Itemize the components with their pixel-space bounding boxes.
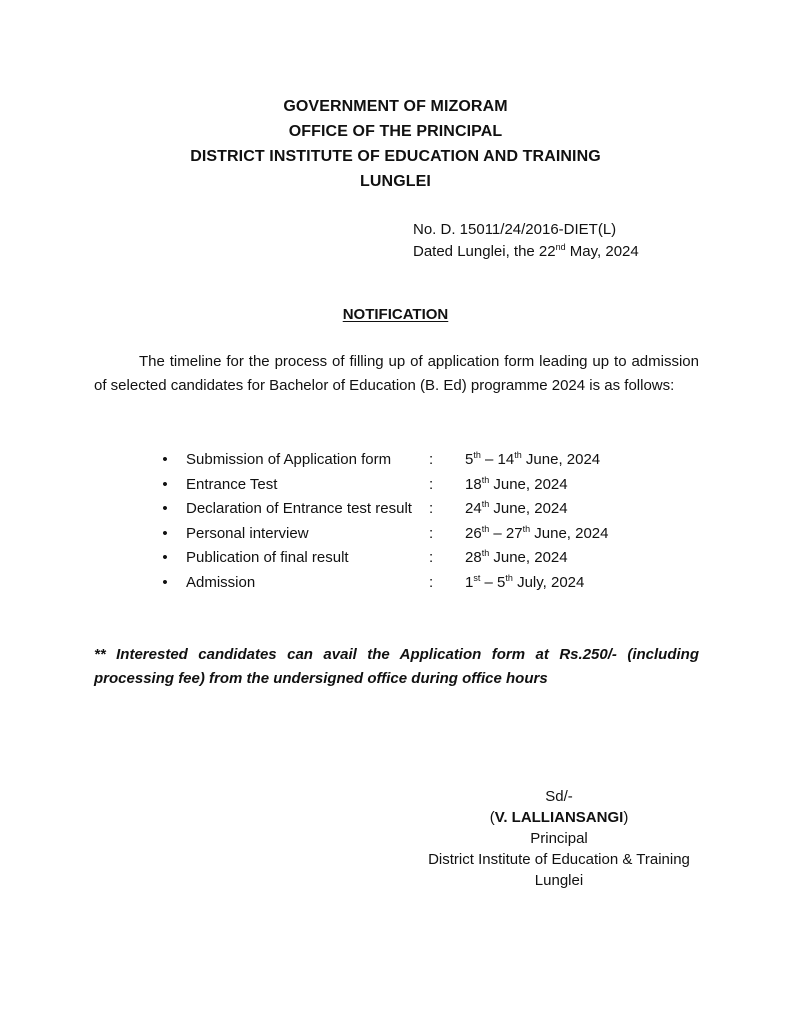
letterhead-place: LUNGLEI: [360, 173, 431, 190]
timeline-date: [465, 473, 568, 498]
timeline-date-text: June, 2024: [521, 451, 601, 468]
letterhead-government: GOVERNMENT OF MIZORAM: [283, 98, 508, 115]
timeline-date-text: June, 2024: [489, 500, 568, 517]
timeline-date-ordinal: st: [473, 572, 481, 583]
timeline-date-text: 1: [465, 573, 474, 591]
signer-name: [400, 807, 718, 828]
signer-name-close: ): [623, 809, 629, 826]
signature-sd: Sd/-: [545, 788, 573, 805]
timeline-date-ordinal: th: [481, 474, 490, 485]
reference-date-ordinal: nd: [555, 242, 566, 252]
timeline-date-ordinal: th: [505, 572, 513, 583]
letterhead-institute: DISTRICT INSTITUTE OF EDUCATION AND TRAINING: [190, 148, 601, 165]
signer-designation: Principal: [530, 830, 588, 847]
timeline-date-text: 5: [465, 451, 474, 468]
timeline-event: Publication of final result: [186, 549, 349, 566]
timeline-date-text: July, 2024: [512, 573, 585, 591]
signer-institution: District Institute of Education & Training: [428, 851, 690, 868]
timeline-event: Submission of Application form: [186, 451, 392, 468]
timeline-colon: :: [429, 573, 434, 591]
timeline-date: [465, 522, 609, 547]
timeline-date-text: June, 2024: [489, 549, 568, 566]
timeline-date-text: – 27: [489, 524, 523, 542]
timeline-colon: :: [429, 524, 434, 542]
reference-date: [413, 241, 639, 263]
timeline-event: Declaration of Entrance test result: [186, 500, 412, 517]
timeline-date: [465, 497, 568, 522]
timeline-colon: :: [429, 500, 434, 517]
timeline-date-text: 28: [465, 549, 482, 566]
reference-number: No. D. 15011/24/2016-DIET(L): [413, 221, 617, 238]
timeline-colon: :: [429, 451, 434, 468]
signer-name-text: V. LALLIANSANGI: [494, 809, 624, 826]
intro-paragraph: The timeline for the process of filling up of application form leading up to admission of selected candidates for Bachelor of Education (B. Ed) programme 2024 is as follows:: [94, 353, 699, 394]
reference-block: [413, 219, 639, 263]
timeline-date: [465, 571, 584, 596]
timeline-date: [465, 546, 568, 571]
bullet-icon: •: [162, 475, 168, 493]
timeline-date-ordinal: th: [481, 499, 490, 509]
bullet-icon: •: [162, 451, 168, 468]
letterhead-office: OFFICE OF THE PRINCIPAL: [288, 123, 503, 140]
reference-date-suffix: May, 2024: [565, 243, 639, 260]
timeline-date-text: 26: [465, 524, 482, 542]
timeline-date-text: – 5: [480, 573, 506, 591]
timeline-date-text: – 14: [480, 451, 515, 468]
signer-place: Lunglei: [534, 872, 584, 889]
signer-name-open: (: [489, 809, 495, 826]
timeline-date-ordinal: th: [473, 450, 481, 460]
timeline-date-ordinal: th: [481, 523, 490, 534]
timeline-date-ordinal: th: [481, 548, 490, 558]
timeline-event: Personal interview: [186, 524, 309, 542]
timeline-colon: :: [429, 475, 434, 493]
reference-date-prefix: Dated Lunglei, the 22: [413, 243, 556, 260]
timeline-date-text: June, 2024: [489, 475, 568, 493]
timeline-date: [465, 448, 600, 473]
timeline-date-text: June, 2024: [530, 524, 609, 542]
timeline-event: Admission: [186, 573, 256, 591]
letterhead: [0, 94, 791, 194]
timeline-event: Entrance Test: [186, 475, 278, 493]
bullet-icon: •: [162, 524, 168, 542]
timeline-date-text: 18: [465, 475, 482, 493]
bullet-icon: •: [162, 573, 168, 591]
timeline-date-text: 24: [465, 500, 482, 517]
signature-block: [400, 786, 718, 891]
bullet-icon: •: [162, 549, 168, 566]
notification-title: NOTIFICATION: [342, 306, 449, 323]
timeline-date-ordinal: th: [514, 450, 522, 460]
timeline-date-ordinal: th: [522, 523, 531, 534]
timeline-colon: :: [429, 549, 434, 566]
application-form-note: ** Interested candidates can avail the Application form at Rs.250/- (including processing fee) from the undersigned office during office hours: [94, 646, 699, 687]
bullet-icon: •: [162, 500, 168, 517]
